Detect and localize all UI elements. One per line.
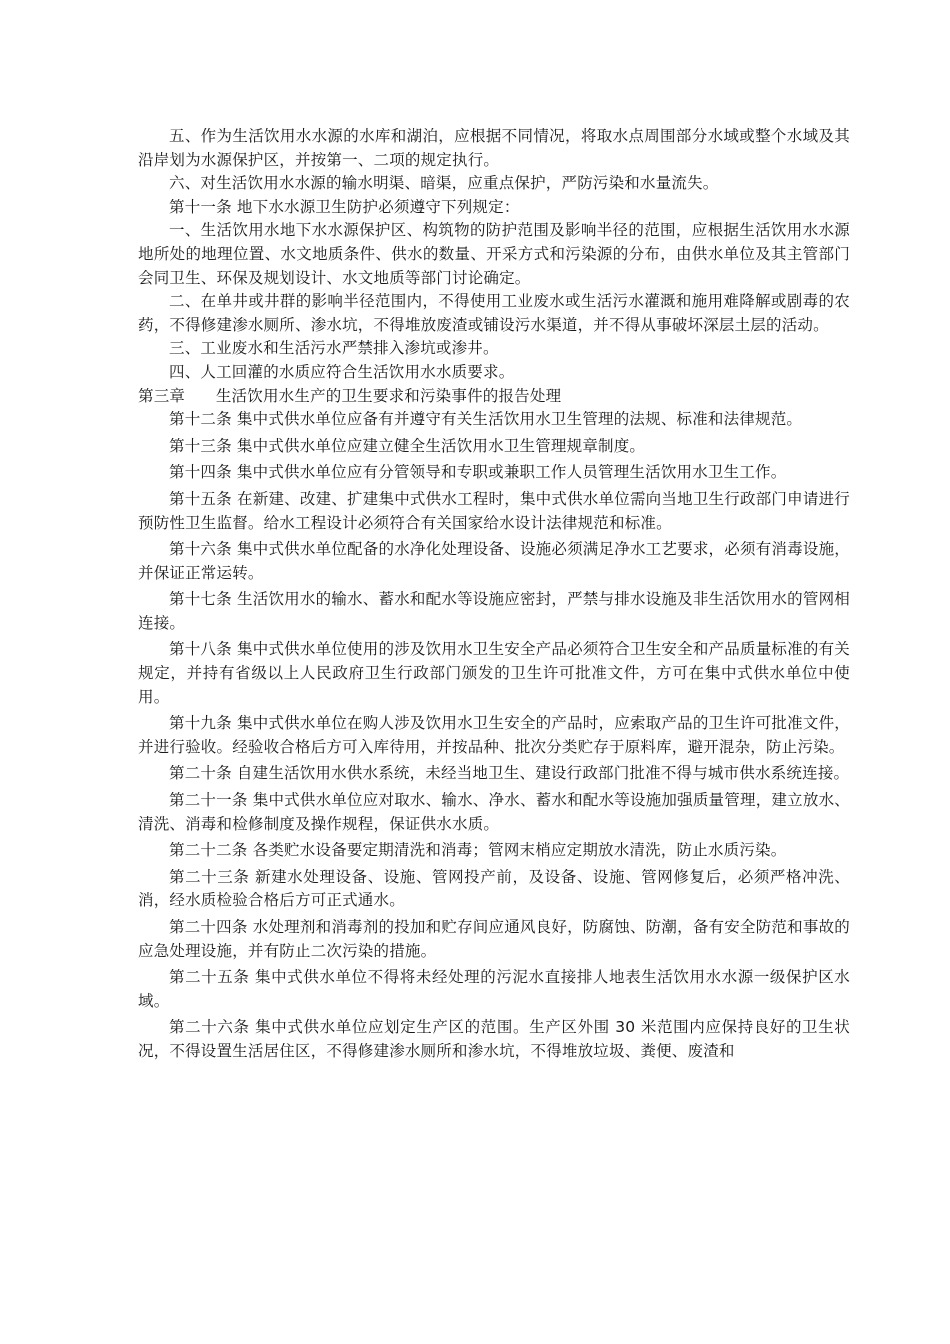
paragraph-item-2: 二、在单井或井群的影响半径范围内，不得使用工业废水或生活污水灌溉和施用难降解或剧毒的农药，不得修建渗水厕所、渗水坑，不得堆放废渣或铺设污水渠道，并不得从事破坏深层土层的活动。 [138, 292, 850, 334]
chapter-3-title: 第三章 生活饮用水生产的卫生要求和污染事件的报告处理 [138, 386, 562, 405]
paragraph-item-3: 三、工业废水和生活污水严禁排入渗坑或渗井。 [169, 339, 499, 358]
article-24: 第二十四条 水处理剂和消毒剂的投加和贮存间应通风良好，防腐蚀、防潮，备有安全防范和事故的应急处理设施，并有防止二次污染的措施。 [138, 918, 850, 960]
article-25: 第二十五条 集中式供水单位不得将未经处理的污泥水直接排人地表生活饮用水水源一级保护区水域。 [138, 968, 850, 1010]
article-11-heading: 第十一条 地下水水源卫生防护必须遵守下列规定： [169, 197, 520, 216]
article-17: 第十七条 生活饮用水的输水、蓄水和配水等设施应密封，严禁与排水设施及非生活饮用水的管网相连接。 [138, 590, 850, 632]
article-23: 第二十三条 新建水处理设备、设施、管网投产前，及设备、设施、管网修复后，必须严格冲洗、消，经水质检验合格后方可正式通水。 [138, 867, 850, 910]
article-18: 第十八条 集中式供水单位使用的涉及饮用水卫生安全产品必须符合卫生安全和产品质量标准的有关规定，并持有省级以上人民政府卫生行政部门颁发的卫生许可批准文件，方可在集中式供水单位中使用。 [138, 640, 850, 706]
paragraph-item-5: 五、作为生活饮用水水源的水库和湖泊，应根据不同情况，将取水点周围部分水域或整个水域及其沿岸划为水源保护区，并按第一、二项的规定执行。 [138, 127, 850, 169]
article-26: 第二十六条 集中式供水单位应划定生产区的范围。生产区外围 30 米范围内应保持良好的卫生状况，不得设置生活居住区，不得修建渗水厕所和渗水坑，不得堆放垃圾、粪便、废渣和 [138, 1018, 850, 1060]
article-20: 第二十条 自建生活饮用水供水系统，未经当地卫生、建设行政部门批准不得与城市供水系统连接。 [169, 764, 850, 783]
article-15: 第十五条 在新建、改建、扩建集中式供水工程时，集中式供水单位需向当地卫生行政部门申请进行预防性卫生监督。给水工程设计必须符合有关国家给水设计法律规范和标准。 [138, 489, 850, 532]
paragraph-item-4: 四、人工回灌的水质应符合生活饮用水水质要求。 [169, 362, 515, 381]
paragraph-item-6: 六、对生活饮用水水源的输水明渠、暗渠，应重点保护，严防污染和水量流失。 [169, 174, 719, 193]
paragraph-item-1: 一、生活饮用水地下水水源保护区、构筑物的防护范围及影响半径的范围，应根据生活饮用水水源地所处的地理位置、水文地质条件、供水的数量、开采方式和污染源的分布，由供水单位及其主管部门会同卫生、环保及规划设计、水文地质等部门讨论确定。 [138, 221, 850, 287]
article-14: 第十四条 集中式供水单位应有分管领导和专职或兼职工作人员管理生活饮用水卫生工作。 [169, 463, 787, 482]
article-19: 第十九条 集中式供水单位在购人涉及饮用水卫生安全的产品时，应索取产品的卫生许可批准文件，并进行验收。经验收合格后方可入库待用，并按品种、批次分类贮存于原料库，避开混杂，防止污染。 [138, 714, 850, 756]
article-21: 第二十一条 集中式供水单位应对取水、输水、净水、蓄水和配水等设施加强质量管理，建立放水、清洗、消毒和检修制度及操作规程，保证供水水质。 [138, 791, 850, 833]
article-22: 第二十二条 各类贮水设备要定期清洗和消毒；管网末梢应定期放水清洗，防止水质污染。 [169, 841, 787, 860]
article-16: 第十六条 集中式供水单位配备的水净化处理设备、设施必须满足净水工艺要求，必须有消毒设施，并保证正常运转。 [138, 540, 850, 582]
document-body [138, 125, 850, 1064]
article-13: 第十三条 集中式供水单位应建立健全生活饮用水卫生管理规章制度。 [169, 436, 646, 455]
article-12: 第十二条 集中式供水单位应备有并遵守有关生活饮用水卫生管理的法规、标准和法律规范。 [169, 410, 803, 429]
